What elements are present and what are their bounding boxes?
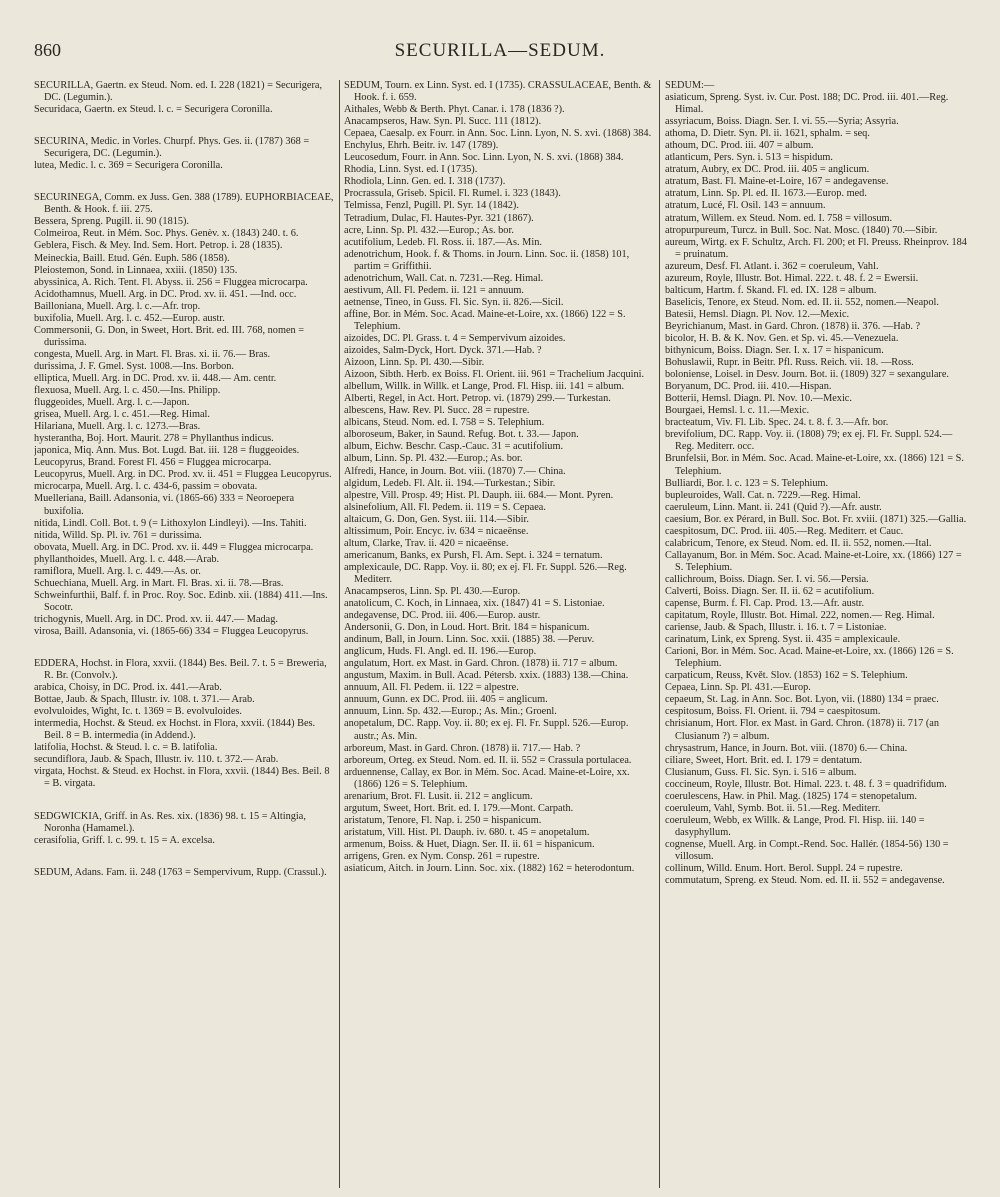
- entry: nitida, Lindl. Coll. Bot. t. 9 (= Lithoxylon Lindleyi). —Ins. Tahiti.: [34, 517, 307, 529]
- entry: Carioni, Bor. in Mém. Soc. Acad. Maine-et-Loire, xx. (1866) 126 = S. Telephium.: [665, 646, 954, 670]
- entry: anatolicum, C. Koch, in Linnaea, xix. (1847) 41 = S. Listoniae.: [344, 598, 605, 610]
- entry: aristatum, Vill. Hist. Pl. Dauph. iv. 680. t. 45 = anopetalum.: [344, 826, 590, 838]
- entry: arenarium, Brot. Fl. Lusit. ii. 212 = anglicum.: [344, 790, 533, 802]
- entry: argutum, Sweet, Hort. Brit. ed. I. 179.—Mont. Carpath.: [344, 802, 574, 814]
- entry: Colmeiroa, Reut. in Mém. Soc. Phys. Genèv. x. (1843) 240. t. 6.: [34, 228, 299, 240]
- entry: commutatum, Spreng. ex Steud. Nom. ed. II. ii. 552 = andegavense.: [665, 875, 945, 887]
- entry: atratum, Linn. Sp. Pl. ed. II. 1673.—Europ. med.: [665, 188, 867, 200]
- entry: azureum, Royle, Illustr. Bot. Himal. 222. t. 48. f. 2 = Ewersii.: [665, 272, 919, 284]
- entry: carinatum, Link, ex Spreng. Syst. ii. 435 = amplexicaule.: [665, 634, 901, 646]
- entry: japonica, Miq. Ann. Mus. Bot. Lugd. Bat. iii. 128 = fluggeoides.: [34, 445, 300, 457]
- entry: Acidothamnus, Muell. Arg. in DC. Prod. xv. ii. 451. —Ind. occ.: [34, 288, 297, 300]
- entry: balticum, Hartm. f. Skand. Fl. ed. IX. 128 = album.: [665, 284, 877, 296]
- entry: atratum, Aubry, ex DC. Prod. iii. 405 = anglicum.: [665, 164, 870, 176]
- entry: Enchylus, Ehrh. Beitr. iv. 147 (1789).: [344, 140, 499, 152]
- entry: arabica, Choisy, in DC. Prod. ix. 441.—Arab.: [34, 682, 222, 694]
- entry: Bohuslawii, Rupr. in Beitr. Pfl. Russ. Reich. vii. 18. —Ross.: [665, 357, 914, 369]
- entry: Clusianum, Guss. Fl. Sic. Syn. i. 516 = album.: [665, 766, 857, 778]
- entry: andinum, Ball, in Journ. Linn. Soc. xxii. (1885) 38. —Peruv.: [344, 634, 595, 646]
- entry: arrigens, Gren. ex Nym. Consp. 261 = rupestre.: [344, 851, 540, 862]
- entry: collinum, Willd. Enum. Hort. Berol. Suppl. 24 = rupestre.: [665, 863, 903, 875]
- entry: anopetalum, DC. Rapp. Voy. ii. 80; ex ej. Fl. Fr. Suppl. 526.—Europ. austr.; As. Min.: [344, 718, 629, 742]
- entry: trichogynis, Muell. Arg. in DC. Prod. xv. ii. 447.— Madag.: [34, 613, 278, 625]
- entry: atropurpureum, Turcz. in Bull. Soc. Nat. Mosc. (1840) 70.—Sibir.: [665, 224, 938, 236]
- column-middle: [344, 80, 654, 1190]
- entry: Cepaea, Caesalp. ex Fourr. in Ann. Soc. Linn. Lyon, N. S. xvi. (1868) 384.: [344, 128, 652, 140]
- entry: SEDUM, Tourn. ex Linn. Syst. ed. I (1735). CRASSULACEAE, Benth. & Hook. f. i. 659.: [344, 80, 652, 104]
- entry: virosa, Baill. Adansonia, vi. (1865-66) 334 = Fluggea Leucopyrus.: [34, 625, 309, 637]
- entry: microcarpa, Muell. Arg. l. c. 434-6, passim = obovata.: [34, 481, 258, 493]
- entry: annuum, Linn. Sp. 432.—Europ.; As. Min.; Groenl.: [344, 706, 557, 718]
- entry: Rhodiola, Linn. Gen. ed. I. 318 (1737).: [344, 176, 506, 188]
- entry: Schuechiana, Muell. Arg. in Mart. Fl. Bras. xi. ii. 78.—Bras.: [34, 577, 284, 589]
- entry: atlanticum, Pers. Syn. i. 513 = hispidum.: [665, 152, 833, 164]
- entry: caeruleum, Linn. Mant. ii. 241 (Quid ?).—Afr. austr.: [665, 501, 882, 513]
- entry-gap: [34, 638, 334, 658]
- entry: Bottae, Jaub. & Spach, Illustr. iv. 108. t. 371.— Arab.: [34, 694, 255, 706]
- entry: atratum, Bast. Fl. Maine-et-Loire, 167 = andegavense.: [665, 176, 889, 188]
- entry: SECURINEGA, Comm. ex Juss. Gen. 388 (1789). EUPHORBIACEAE, Benth. & Hook. f. iii. 275.: [34, 192, 334, 216]
- entry: acre, Linn. Sp. Pl. 432.—Europ.; As. bor.: [344, 224, 514, 236]
- entry: arboreum, Mast. in Gard. Chron. (1878) ii. 717.— Hab. ?: [344, 742, 581, 754]
- entry: Telmissa, Fenzl, Pugill. Pl. Syr. 14 (1842).: [344, 200, 519, 212]
- entry: secundiflora, Jaub. & Spach, Illustr. iv. 110. t. 372.— Arab.: [34, 754, 279, 766]
- entry: Tetradium, Dulac, Fl. Hautes-Pyr. 321 (1867).: [344, 212, 534, 224]
- entry: coeruleum, Webb, ex Willk. & Lange, Prod. Fl. Hisp. iii. 140 = dasyphyllum.: [665, 814, 925, 838]
- entry: amplexicaule, DC. Rapp. Voy. ii. 80; ex ej. Fl. Fr. Suppl. 526.—Reg. Mediterr.: [344, 561, 627, 585]
- entry: ciliare, Sweet, Hort. Brit. ed. I. 179 = dentatum.: [665, 754, 863, 766]
- entry: coerulescens, Haw. in Phil. Mag. (1825) 174 = stenopetalum.: [665, 790, 917, 802]
- entry: Bourgaei, Hemsl. l. c. 11.—Mexic.: [665, 405, 810, 417]
- entry: Leucosedum, Fourr. in Ann. Soc. Linn. Lyon, N. S. xvi. (1868) 384.: [344, 152, 624, 164]
- entry: buxifolia, Muell. Arg. l. c. 452.—Europ. austr.: [34, 312, 225, 324]
- entry: cepaeum, St. Lag. in Ann. Soc. Bot. Lyon, vii. (1880) 134 = praec.: [665, 694, 939, 706]
- entry: assyriacum, Boiss. Diagn. Ser. I. vi. 55.—Syria; Assyria.: [665, 116, 899, 128]
- page-number: 860: [34, 40, 61, 60]
- column-rule: [339, 80, 340, 1188]
- entry: americanum, Banks, ex Pursh, Fl. Am. Sept. i. 324 = ternatum.: [344, 549, 603, 561]
- entry: aetnense, Tineo, in Guss. Fl. Sic. Syn. ii. 826.—Sicil.: [344, 296, 564, 308]
- entry: adenotrichum, Wall. Cat. n. 7231.—Reg. Himal.: [344, 272, 544, 284]
- entry: coeruleum, Vahl, Symb. Bot. ii. 51.—Reg. Mediterr.: [665, 802, 881, 814]
- entry: bupleuroides, Wall. Cat. n. 7229.—Reg. Himal.: [665, 489, 861, 501]
- entry: abyssinica, A. Rich. Tent. Fl. Abyss. ii. 256 = Fluggea microcarpa.: [34, 276, 308, 288]
- entry: arboreum, Orteg. ex Steud. Nom. ed. II. ii. 552 = Crassula portulacea.: [344, 754, 632, 766]
- entry: Anacampseros, Linn. Sp. Pl. 430.—Europ.: [344, 585, 521, 597]
- entry: Alberti, Regel, in Act. Hort. Petrop. vi. (1879) 299.— Turkestan.: [344, 393, 611, 405]
- entry: SEDGWICKIA, Griff. in As. Res. xix. (1836) 98. t. 15 = Altingia, Noronha (Hamamel.).: [34, 810, 306, 834]
- entry: Boryanum, DC. Prod. iii. 410.—Hispan.: [665, 381, 832, 393]
- entry: Leucopyrus, Muell. Arg. in DC. Prod. xv. ii. 451 = Fluggea Leucopyrus.: [34, 469, 332, 481]
- entry: fluggeoides, Muell. Arg. l. c.—Japon.: [34, 397, 190, 409]
- column-right: [665, 80, 971, 1190]
- entry: Meineckia, Baill. Etud. Gén. Euph. 586 (1858).: [34, 252, 230, 264]
- entry: flexuosa, Muell. Arg. l. c. 450.—Ins. Philipp.: [34, 385, 221, 397]
- entry: Aithales, Webb & Berth. Phyt. Canar. i. 178 (1836 ?).: [344, 104, 565, 116]
- entry: atratum, Willem. ex Steud. Nom. ed. I. 758 = villosum.: [665, 212, 893, 224]
- entry: Anacampseros, Haw. Syn. Pl. Succ. 111 (1812).: [344, 116, 542, 128]
- entry: SECURINA, Medic. in Vorles. Churpf. Phys. Ges. ii. (1787) 368 = Securigera, DC. (Legumin.).: [34, 136, 310, 160]
- entry: asiaticum, Aitch. in Journ. Linn. Soc. xix. (1882) 162 = heterodontum.: [344, 863, 635, 875]
- entry-gap: [34, 791, 334, 811]
- entry: cerasifolia, Griff. l. c. 99. t. 15 = A. excelsa.: [34, 834, 215, 846]
- entry: ramiflora, Muell. Arg. l. c. 449.—As. or.: [34, 565, 201, 577]
- entry: albellum, Willk. in Willk. et Lange, Prod. Fl. Hisp. iii. 141 = album.: [344, 381, 625, 393]
- entry: atratum, Lucé, Fl. Osil. 143 = annuum.: [665, 200, 826, 212]
- entry: annuum, All. Fl. Pedem. ii. 122 = alpestre.: [344, 682, 519, 694]
- entry: algidum, Ledeb. Fl. Alt. ii. 194.—Turkestan.; Sibir.: [344, 477, 556, 489]
- entry: Leucopyrus, Brand. Forest Fl. 456 = Fluggea microcarpa.: [34, 457, 272, 469]
- entry: calabricum, Tenore, ex Steud. Nom. ed. II. ii. 552, nomen.—Ital.: [665, 537, 932, 549]
- entry: Pleiostemon, Sond. in Linnaea, xxiii. (1850) 135.: [34, 264, 238, 276]
- entry: elliptica, Muell. Arg. in DC. Prod. xv. ii. 448.— Am. centr.: [34, 372, 277, 384]
- entry: phyllanthoides, Muell. Arg. l. c. 448.—Arab.: [34, 553, 220, 565]
- column-rule: [659, 80, 660, 1188]
- running-head: SECURILLA—SEDUM.: [394, 40, 606, 61]
- entry: Aizoon, Sibth. Herb. ex Boiss. Fl. Orient. iii. 961 = Trachelium Jacquini.: [344, 369, 645, 381]
- entry: aizoides, DC. Pl. Grass. t. 4 = Sempervivum aizoides.: [344, 332, 566, 344]
- entry-gap: [34, 172, 334, 192]
- entry: adenotrichum, Hook. f. & Thoms. in Journ. Linn. Soc. ii. (1858) 101, partim = Griffithii.: [344, 248, 630, 272]
- entry: Geblera, Fisch. & Mey. Ind. Sem. Hort. Petrop. i. 28 (1835).: [34, 240, 283, 252]
- entry: aristatum, Tenore, Fl. Nap. i. 250 = hispanicum.: [344, 814, 542, 826]
- entry: alsinefolium, All. Fl. Pedem. ii. 119 = S. Cepaea.: [344, 501, 546, 513]
- entry: Rhodia, Linn. Syst. ed. I (1735).: [344, 164, 478, 176]
- entry: albicans, Steud. Nom. ed. I. 758 = S. Telephium.: [344, 417, 545, 429]
- entry: Calverti, Boiss. Diagn. Ser. II. ii. 62 = acutifolium.: [665, 585, 875, 597]
- entry: evolvuloides, Wight, Ic. t. 1369 = B. evolvuloides.: [34, 706, 242, 718]
- entry: andegavense, DC. Prod. iii. 406.—Europ. austr.: [344, 610, 541, 622]
- entry: SEDUM:—: [665, 80, 715, 91]
- entry: congesta, Muell. Arg. in Mart. Fl. Bras. xi. ii. 76.— Bras.: [34, 348, 271, 360]
- entry: Beyrichianum, Mast. in Gard. Chron. (1878) ii. 376. —Hab. ?: [665, 320, 921, 332]
- entry: Muelleriana, Baill. Adansonia, vi. (1865-66) 333 = Neoroepera buxifolia.: [34, 493, 295, 517]
- entry: chrisianum, Hort. Flor. ex Mast. in Gard. Chron. (1878) ii. 717 (an Clusianum ?) = album.: [665, 718, 939, 742]
- column-left: [34, 80, 334, 1190]
- entry: cariense, Jaub. & Spach, Illustr. i. 16. t. 7 = Listoniae.: [665, 622, 887, 634]
- entry: SECURILLA, Gaertn. ex Steud. Nom. ed. I. 228 (1821) = Securigera, DC. (Legumin.).: [34, 80, 323, 104]
- entry: EDDERA, Hochst. in Flora, xxvii. (1844) Bes. Beil. 7. t. 5 = Breweria, R. Br. (Convolv.).: [34, 658, 327, 682]
- entry: lutea, Medic. l. c. 369 = Securigera Coronilla.: [34, 160, 223, 172]
- entry: SEDUM, Adans. Fam. ii. 248 (1763 = Sempervivum, Rupp. (Crassul.).: [34, 866, 327, 878]
- entry: Andersonii, G. Don, in Loud. Hort. Brit. 184 = hispanicum.: [344, 622, 590, 634]
- entry: azureum, Desf. Fl. Atlant. i. 362 = coeruleum, Vahl.: [665, 260, 879, 272]
- entry: Bessera, Spreng. Pugill. ii. 90 (1815).: [34, 216, 190, 228]
- entry: virgata, Hochst. & Steud. ex Hochst. in Flora, xxvii. (1844) Bes. Beil. 8 = B. virgata.: [34, 766, 330, 790]
- entry: Aizoon, Linn. Sp. Pl. 430.—Sibir.: [344, 357, 485, 369]
- entry: Hilariana, Muell. Arg. l. c. 1273.—Bras.: [34, 421, 201, 433]
- entry: altaicum, G. Don, Gen. Syst. iii. 114.—Sibir.: [344, 513, 529, 525]
- entry-gap: [34, 847, 334, 867]
- entry: Callayanum, Bor. in Mém. Soc. Acad. Maine-et-Loire, xx. (1866) 127 = S. Telephium.: [665, 549, 962, 573]
- entry: Bulliardi, Bor. l. c. 123 = S. Telephium.: [665, 477, 829, 489]
- entry: carpaticum, Reuss, Květ. Slov. (1853) 162 = S. Telephium.: [665, 670, 908, 682]
- entry: angustum, Maxim. in Bull. Acad. Pétersb. xxix. (1883) 138.—China.: [344, 670, 629, 682]
- entry: boloniense, Loisel. in Desv. Journ. Bot. ii. (1809) 327 = sexangulare.: [665, 369, 949, 381]
- entry: bicolor, H. B. & K. Nov. Gen. et Sp. vi. 45.—Venezuela.: [665, 332, 899, 344]
- entry: Procrassula, Griseb. Spicil. Fl. Rumel. i. 323 (1843).: [344, 188, 561, 200]
- entry: aestivum, All. Fl. Pedem. ii. 121 = annuum.: [344, 284, 524, 296]
- entry: Schweinfurthii, Balf. f. in Proc. Roy. Soc. Edinb. xii. (1884) 411.—Ins. Socotr.: [34, 589, 328, 613]
- entry: bithynicum, Boiss. Diagn. Ser. I. x. 17 = hispanicum.: [665, 345, 884, 357]
- entry: asiaticum, Spreng. Syst. iv. Cur. Post. 188; DC. Prod. iii. 401.—Reg. Himal.: [665, 92, 949, 116]
- entry: aizoides, Salm-Dyck, Hort. Dyck. 371.—Hab. ?: [344, 345, 542, 357]
- entry: bracteatum, Viv. Fl. Lib. Spec. 24. t. 8. f. 3.—Afr. bor.: [665, 417, 889, 429]
- entry: armenum, Boiss. & Huet, Diagn. Ser. II. ii. 61 = hispanicum.: [344, 838, 595, 850]
- entry: hysterantha, Boj. Hort. Maurit. 278 = Phyllanthus indicus.: [34, 433, 274, 445]
- entry: chrysastrum, Hance, in Journ. Bot. viii. (1870) 6.— China.: [665, 742, 908, 754]
- entry: intermedia, Hochst. & Steud. ex Hochst. in Flora, xxvii. (1844) Bes. Beil. 8 = B. intermedia (in Addend.).: [34, 718, 316, 742]
- entry: alpestre, Vill. Prosp. 49; Hist. Pl. Dauph. iii. 684.— Mont. Pyren.: [344, 489, 614, 501]
- entry: latifolia, Hochst. & Steud. l. c. = B. latifolia.: [34, 742, 218, 754]
- entry: Cepaea, Linn. Sp. Pl. 431.—Europ.: [665, 682, 811, 694]
- entry: altum, Clarke, Trav. ii. 420 = nicaeënse.: [344, 537, 509, 549]
- entry: cognense, Muell. Arg. in Compt.-Rend. Soc. Hallér. (1854-56) 130 = villosum.: [665, 838, 949, 862]
- entry: Brunfelsii, Bor. in Mém. Soc. Acad. Maine-et-Loire, xx. (1866) 121 = S. Telephium.: [665, 453, 964, 477]
- entry: Securidaca, Gaertn. ex Steud. l. c. = Securigera Coronilla.: [34, 104, 273, 116]
- entry: capense, Burm. f. Fl. Cap. Prod. 13.—Afr. austr.: [665, 598, 865, 610]
- entry: Batesii, Hemsl. Diagn. Pl. Nov. 12.—Mexic.: [665, 308, 850, 320]
- entry-gap: [34, 116, 334, 136]
- entry: grisea, Muell. Arg. l. c. 451.—Reg. Himal.: [34, 409, 210, 421]
- entry: album, Linn. Sp. Pl. 432.—Europ.; As. bor.: [344, 453, 523, 465]
- entry: Commersonii, G. Don, in Sweet, Hort. Brit. ed. III. 768, nomen = durissima.: [34, 324, 305, 348]
- entry: arduennense, Callay, ex Bor. in Mém. Soc. Acad. Maine-et-Loire, xx. (1866) 126 = S. Telephium.: [344, 766, 630, 790]
- entry: albescens, Haw. Rev. Pl. Succ. 28 = rupestre.: [344, 405, 530, 417]
- entry: affine, Bor. in Mém. Soc. Acad. Maine-et-Loire, xx. (1866) 122 = S. Telephium.: [344, 308, 626, 332]
- entry: anglicum, Huds. Fl. Angl. ed. II. 196.—Europ.: [344, 646, 537, 658]
- entry: Baselicis, Tenore, ex Steud. Nom. ed. II. ii. 552, nomen.—Neapol.: [665, 296, 939, 308]
- entry: caesium, Bor. ex Pérard, in Bull. Soc. Bot. Fr. xviii. (1871) 325.—Gallia.: [665, 513, 967, 525]
- entry: athoma, D. Dietr. Syn. Pl. ii. 1621, sphalm. = seq.: [665, 128, 870, 140]
- entry: altissimum, Poir. Encyc. iv. 634 = nicaeënse.: [344, 525, 529, 537]
- entry: Bailloniana, Muell. Arg. l. c.—Afr. trop.: [34, 300, 201, 312]
- entry: Alfredi, Hance, in Journ. Bot. viii. (1870) 7.— China.: [344, 465, 566, 477]
- entry: coccineum, Royle, Illustr. Bot. Himal. 223. t. 48. f. 3 = quadrifidum.: [665, 778, 947, 790]
- entry: album, Eichw. Beschr. Casp.-Cauc. 31 = acutifolium.: [344, 441, 564, 453]
- entry: cespitosum, Boiss. Fl. Orient. ii. 794 = caespitosum.: [665, 706, 881, 718]
- entry: alboroseum, Baker, in Saund. Refug. Bot. t. 33.— Japon.: [344, 429, 579, 441]
- entry: annuum, Gunn. ex DC. Prod. iii. 405 = anglicum.: [344, 694, 548, 706]
- entry: durissima, J. F. Gmel. Syst. 1008.—Ins. Borbon.: [34, 360, 234, 372]
- entry: caespitosum, DC. Prod. iii. 405.—Reg. Mediterr. et Cauc.: [665, 525, 904, 537]
- entry: angulatum, Hort. ex Mast. in Gard. Chron. (1878) ii. 717 = album.: [344, 658, 618, 670]
- entry: obovata, Muell. Arg. in DC. Prod. xv. ii. 449 = Fluggea microcarpa.: [34, 541, 314, 553]
- entry: athoum, DC. Prod. iii. 407 = album.: [665, 140, 814, 152]
- entry: aureum, Wirtg. ex F. Schultz, Arch. Fl. 200; et Fl. Preuss. Rheinprov. 184 = pruinatum.: [665, 236, 967, 260]
- entry: acutifolium, Ledeb. Fl. Ross. ii. 187.—As. Min.: [344, 236, 542, 248]
- entry: Botterii, Hemsl. Diagn. Pl. Nov. 10.—Mexic.: [665, 393, 852, 405]
- entry: brevifolium, DC. Rapp. Voy. ii. (1808) 79; ex ej. Fl. Fr. Suppl. 524.—Reg. Mediterr. occ.: [665, 429, 953, 453]
- entry: callichroum, Boiss. Diagn. Ser. I. vi. 56.—Persia.: [665, 573, 869, 585]
- entry: nitida, Willd. Sp. Pl. iv. 761 = durissima.: [34, 529, 202, 541]
- entry: capitatum, Royle, Illustr. Bot. Himal. 222, nomen.— Reg. Himal.: [665, 610, 935, 622]
